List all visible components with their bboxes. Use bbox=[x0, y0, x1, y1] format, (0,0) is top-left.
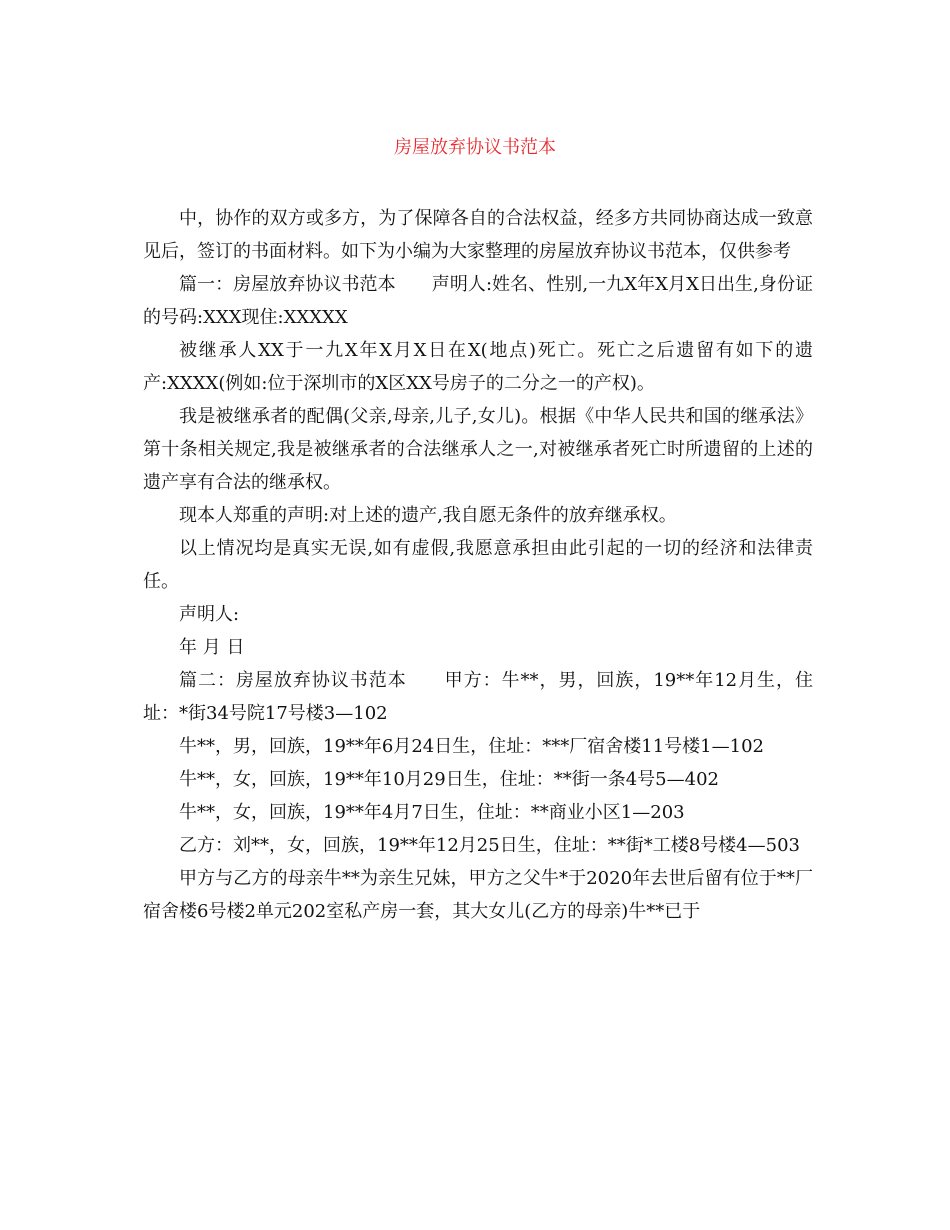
paragraph-part2-heading: 篇二：房屋放弃协议书范本 甲方：牛**，男，回族，19**年12月生，住址：*街34号院17号楼3—102 bbox=[143, 670, 813, 724]
paragraph-party-a-2: 牛**，男，回族，19**年6月24日生，住址：***厂宿舍楼11号楼1—102 bbox=[179, 736, 764, 757]
document-title: 房屋放弃协议书范本 bbox=[394, 137, 556, 158]
paragraph-party-a-4: 牛**，女，回族，19**年4月7日生，住址：**商业小区1—203 bbox=[179, 802, 685, 823]
paragraph-relation: 我是被继承者的配偶(父亲,母亲,儿子,女儿)。根据《中华人民共和国的继承法》第十条相关规定,我是被继承者的合法继承人之一,对被继承者死亡时所遗留的上述的遗产享有合法的继承权。 bbox=[143, 406, 813, 493]
paragraph-declarant-signature: 声明人: bbox=[179, 604, 240, 625]
paragraph-declaration: 现本人郑重的声明:对上述的遗产,我自愿无条件的放弃继承权。 bbox=[179, 505, 677, 526]
paragraph-liability: 以上情况均是真实无误,如有虚假,我愿意承担由此引起的一切的经济和法律责任。 bbox=[143, 538, 813, 592]
paragraph-party-b: 乙方：刘**，女，回族，19**年12月25日生，住址：**街*工楼8号楼4—503 bbox=[179, 835, 800, 856]
paragraph-intro: 中，协作的双方或多方，为了保障各自的合法权益，经多方共同协商达成一致意见后，签订的书面材料。如下为小编为大家整理的房屋放弃协议书范本，仅供参考 bbox=[143, 208, 813, 262]
paragraph-party-a-3: 牛**，女，回族，19**年10月29日生，住址：**街一条4号5—402 bbox=[179, 769, 719, 790]
paragraph-background: 甲方与乙方的母亲牛**为亲生兄妹，甲方之父牛*于2020年去世后留有位于**厂宿舍楼6号楼2单元202室私产房一套，其大女儿(乙方的母亲)牛**已于 bbox=[143, 868, 813, 922]
paragraph-decedent: 被继承人XX于一九X年X月X日在X(地点)死亡。死亡之后遗留有如下的遗产:XXXX(例如:位于深圳市的X区XX号房子的二分之一的产权)。 bbox=[143, 340, 813, 394]
paragraph-part1-heading: 篇一：房屋放弃协议书范本 声明人:姓名、性别,一九X年X月X日出生,身份证的号码:XXX现住:XXXXX bbox=[143, 274, 813, 328]
document-body bbox=[143, 202, 813, 928]
paragraph-date: 年 月 日 bbox=[179, 637, 245, 658]
